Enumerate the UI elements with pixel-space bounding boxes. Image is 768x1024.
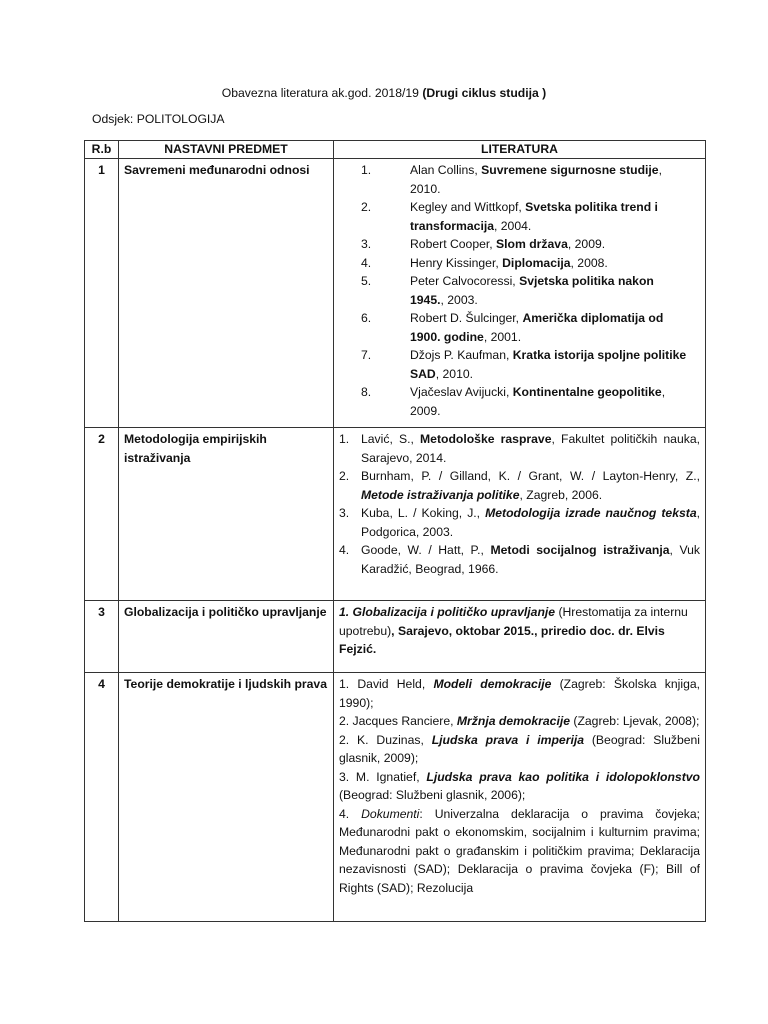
- item-title: Mržnja demokracije: [456, 714, 571, 728]
- table-row: [85, 673, 706, 922]
- item-title: Svetska politika trend i transformacija: [410, 200, 658, 233]
- item-author: Lavić, S.,: [361, 432, 421, 446]
- title-prefix: Obavezna literatura ak.god. 2018/19: [221, 86, 423, 100]
- item-author: Kegley and Wittkopf,: [410, 200, 526, 214]
- subject-name: Savremeni međunarodni odnosi: [119, 159, 334, 428]
- item-author: Robert D. Šulcinger,: [410, 311, 523, 325]
- literature-cell: [334, 159, 706, 428]
- item-rest: , 2010.: [410, 163, 662, 196]
- item-number: 1.: [361, 163, 372, 177]
- item-number: 3.: [339, 506, 350, 520]
- item-author: Goode, W. / Hatt, P.,: [361, 543, 491, 557]
- item-author: 3. M. Ignatief,: [339, 769, 427, 784]
- item-number: 2.: [339, 469, 350, 483]
- literature-cell: [334, 601, 706, 673]
- subject-name: Teorije demokratije i ljudskih prava: [119, 673, 334, 922]
- item-rest: : Univerzalna deklaracija o pravima čovjeka; Međunarodni pakt o ekonomskim, socijalnim i kulturnim pravima; Međunarodni pakt o građanskim i političkim pravima; Deklaracija nezavisnosti (SAD); Deklaracija o pravima čovjeka (F); Bill of Rights (SAD); Rezolucija: [339, 806, 700, 895]
- item-rest: , 2004.: [494, 218, 532, 233]
- list-item: [339, 309, 700, 346]
- item-rest: , 2009.: [410, 385, 666, 418]
- item-rest: (Beograd: Službeni glasnik, 2009);: [339, 732, 700, 765]
- item-title: Svjetska politika nakon 1945.: [410, 274, 654, 307]
- list-item: [339, 346, 700, 383]
- item-number: 4.: [361, 255, 372, 270]
- item-author: 2. K. Duzinas,: [339, 732, 432, 747]
- list-item: [339, 731, 700, 768]
- item-number: 2.: [361, 200, 372, 214]
- item-number: 1.: [339, 432, 350, 446]
- row-number: 3: [85, 601, 119, 673]
- item-rest: , 2001.: [483, 329, 522, 344]
- list-item: [339, 235, 700, 254]
- list-item: [339, 712, 700, 731]
- list-item: [339, 198, 700, 235]
- list-item: [339, 161, 700, 198]
- table-row: [85, 159, 706, 428]
- item-title: 1. Globalizacija i političko upravljanje: [339, 605, 556, 619]
- item-rest: , Podgorica, 2003.: [361, 506, 700, 539]
- table-row: [85, 601, 706, 673]
- col-header-literature: LITERATURA: [334, 141, 706, 159]
- list-item: [339, 768, 700, 805]
- item-title: Diplomacija: [502, 255, 571, 270]
- item-title: Modeli demokracije: [433, 677, 552, 691]
- item-author: Alan Collins,: [410, 163, 482, 177]
- list-item: [339, 467, 700, 504]
- item-title: Metode istraživanja politike: [361, 487, 520, 502]
- list-item: [339, 254, 700, 273]
- item-rest: , 2009.: [567, 237, 606, 251]
- item-author: Džojs P. Kaufman,: [410, 348, 513, 362]
- item-author: Kuba, L. / Koking, J.,: [361, 506, 486, 520]
- item-number: 5.: [361, 274, 372, 288]
- department-label: Odsjek: POLITOLOGIJA: [92, 112, 225, 126]
- list-item: [339, 430, 700, 467]
- item-rest: , Fakultet političkih nauka, Sarajevo, 2014.: [361, 432, 700, 465]
- list-item: [339, 504, 700, 541]
- row-number: 4: [85, 673, 119, 922]
- literature-cell: [334, 673, 706, 922]
- subject-name: Globalizacija i političko upravljanje: [119, 601, 334, 673]
- table-header-row: [85, 141, 706, 159]
- item-author: Vjačeslav Avijucki,: [410, 385, 513, 399]
- item-number: 3.: [361, 237, 372, 251]
- literature-cell: [334, 428, 706, 601]
- item-author: Burnham, P. / Gilland, K. / Grant, W. / Layton-Henry, Z.,: [361, 469, 700, 483]
- col-header-rb: R.b: [85, 141, 119, 159]
- list-item: [339, 272, 700, 309]
- item-rest: , Zagreb, 2006.: [519, 487, 603, 502]
- item-number: 4.: [339, 543, 350, 557]
- item-title: Ljudska prava i imperija: [431, 732, 584, 747]
- literature-list: [339, 161, 700, 420]
- item-title: Metodologija izrade naučnog teksta: [485, 506, 697, 520]
- item-rest: (Zagreb: Ljevak, 2008);: [570, 714, 700, 728]
- subject-name: Metodologija empirijskih istraživanja: [119, 428, 334, 601]
- item-author: 1. David Held,: [339, 677, 434, 691]
- item-number: 8.: [361, 385, 372, 399]
- item-author: Henry Kissinger,: [410, 255, 503, 270]
- item-title: Američka diplomatija od 1900. godine: [410, 311, 664, 344]
- item-rest: (Beograd: Službeni glasnik, 2006);: [339, 788, 526, 802]
- item-rest: , Sarajevo, oktobar 2015., priredio doc. dr. Elvis Fejzić.: [339, 623, 665, 656]
- table-row: [85, 428, 706, 601]
- item-title: Ljudska prava kao politika i idolopoklonstvo: [426, 769, 700, 784]
- item-note: (Hrestomatija za internu upotrebu): [339, 605, 688, 638]
- literature-table: [84, 140, 706, 922]
- title-cycle: (Drugi ciklus studija ): [422, 86, 547, 100]
- list-item: [339, 675, 700, 712]
- item-author: 2. Jacques Ranciere,: [339, 714, 457, 728]
- item-rest: (Zagreb: Školska knjiga, 1990);: [339, 677, 700, 710]
- item-title: Slom država: [496, 237, 568, 251]
- item-number: 4.: [339, 806, 362, 821]
- item-title: Kratka istorija spoljne politike SAD: [410, 348, 687, 381]
- list-item: [339, 541, 700, 578]
- item-title: Kontinentalne geopolitike: [512, 385, 662, 399]
- literature-list: [339, 430, 700, 578]
- item-author: Robert Cooper,: [410, 237, 497, 251]
- row-number: 1: [85, 159, 119, 428]
- item-title: Metodološke rasprave: [420, 432, 552, 446]
- list-item: [339, 383, 700, 420]
- item-rest: , 2008.: [570, 255, 608, 270]
- document-title: [0, 86, 768, 100]
- item-title: Dokumenti: [361, 806, 420, 821]
- item-number: 6.: [361, 311, 372, 325]
- row-number: 2: [85, 428, 119, 601]
- item-rest: , Vuk Karadžić, Beograd, 1966.: [361, 543, 700, 576]
- item-title: Metodi socijalnog istraživanja: [490, 543, 670, 557]
- col-header-subject: NASTAVNI PREDMET: [119, 141, 334, 159]
- item-author: Peter Calvocoressi,: [410, 274, 520, 288]
- item-rest: , 2003.: [440, 292, 478, 307]
- list-item: [339, 805, 700, 898]
- item-title: Suvremene sigurnosne studije: [481, 163, 659, 177]
- item-rest: , 2010.: [435, 366, 474, 381]
- item-number: 7.: [361, 348, 372, 362]
